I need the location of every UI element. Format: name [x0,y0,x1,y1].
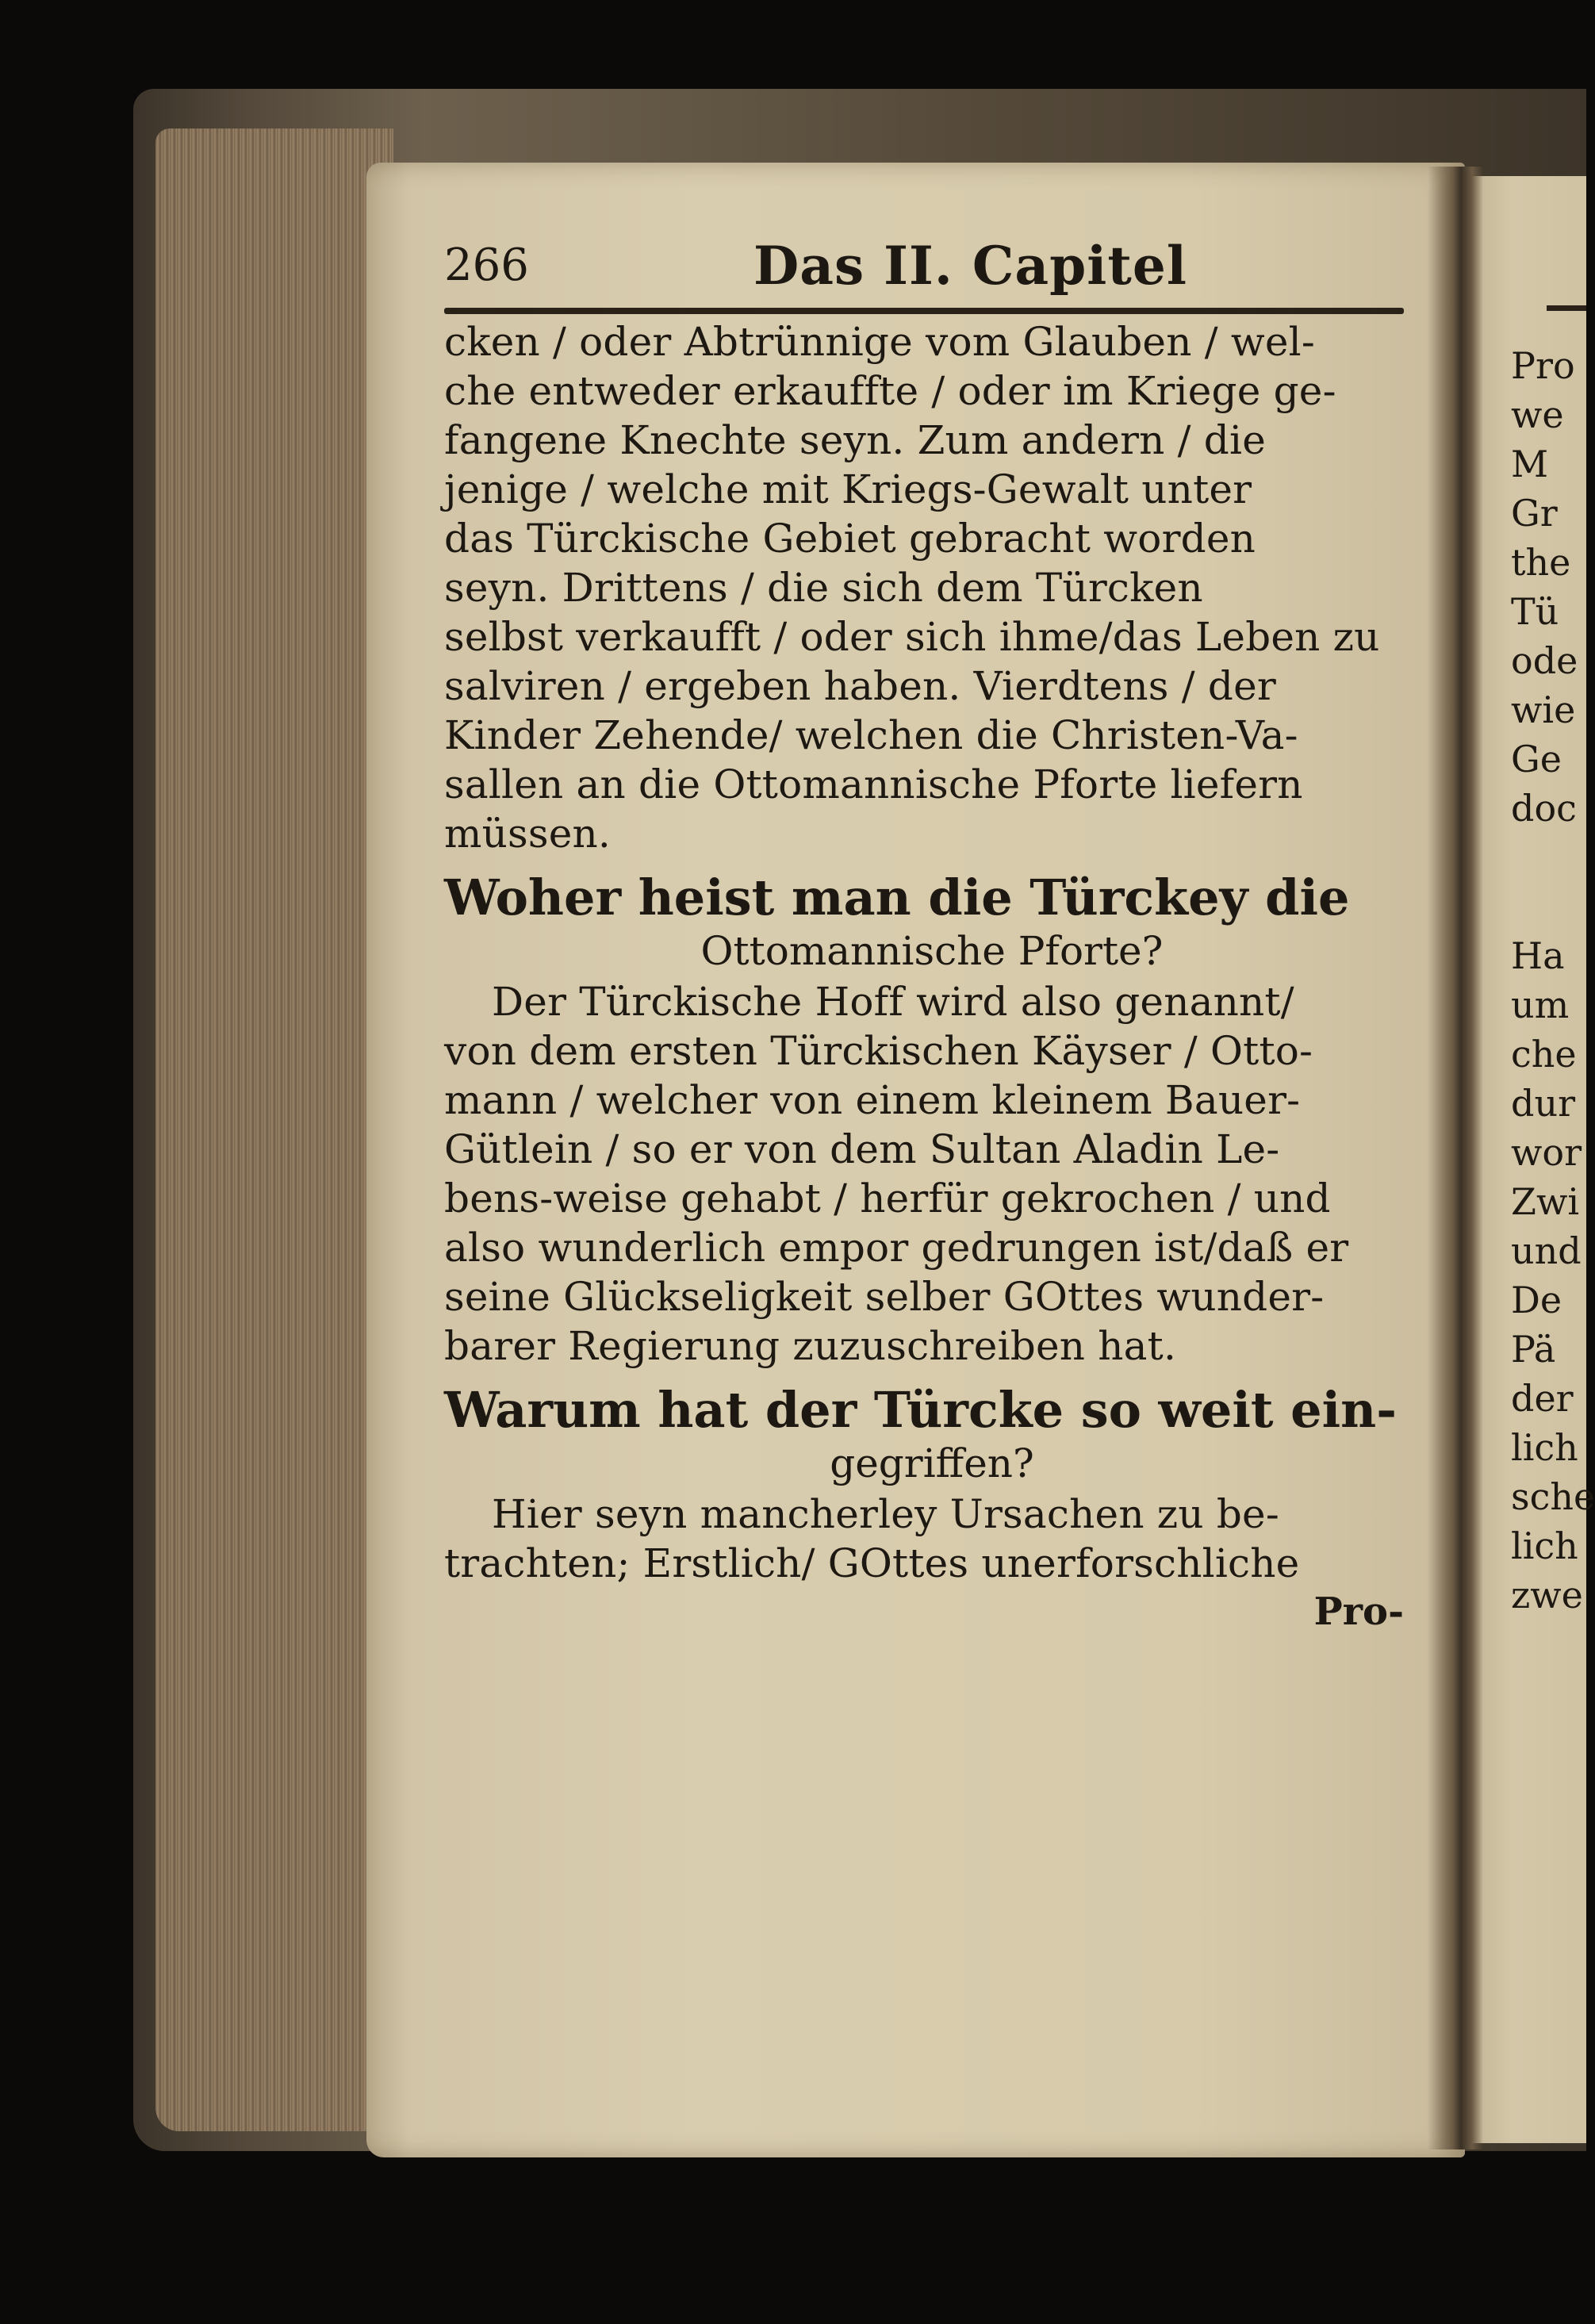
facing-page-rule [1547,305,1586,311]
running-title: Das II. Capitel [753,235,1187,297]
facing-text-fragment [1511,833,1586,882]
facing-text-fragment: De [1511,1279,1562,1321]
text-line: sallen an die Ottomannische Pforte liefern [444,761,1303,807]
facing-text-fragment: Gr [1511,492,1558,535]
facing-text-fragment [1511,882,1586,931]
section-heading-2 [444,1382,1420,1490]
heading-line: Warum hat der Türcke so weit ein- [444,1381,1397,1439]
facing-text-fragment: Ge [1511,738,1562,780]
head-rule [444,308,1404,314]
text-line: Der Türckische Hoff wird also genannt/ [492,979,1294,1025]
facing-text-fragment: Zwi [1511,1180,1580,1223]
catchword: Pro- [1313,1590,1404,1634]
heading-line: gegriffen? [830,1440,1034,1486]
text-line: seine Glückseligkeit selber GOttes wunder- [444,1274,1325,1320]
facing-text-fragment: lich [1511,1524,1578,1567]
heading-line: Ottomannische Pforte? [700,928,1164,974]
text-line: salviren / ergeben haben. Vierdtens / der [444,663,1276,709]
facing-text-fragment: doc [1511,787,1577,830]
text-line: Kinder Zehende/ welchen die Christen-Va- [444,712,1298,758]
text-line: das Türckische Gebiet gebracht worden [444,516,1256,562]
text-line: trachten; Erstlich/ GOttes unerforschliche [444,1540,1300,1586]
text-line: barer Regierung zuzuschreiben hat. [444,1323,1177,1369]
facing-text-fragment: der [1511,1377,1574,1420]
running-head [444,230,1420,317]
book-gutter [1428,167,1483,2150]
paragraph-2 [444,977,1420,1371]
facing-text-fragment: wie [1511,688,1576,731]
facing-text-fragment: the [1511,541,1571,584]
text-line: mann / welcher von einem kleinem Bauer- [444,1077,1301,1123]
page-number: 266 [444,240,529,291]
text-line: Gütlein / so er von dem Sultan Aladin Le- [444,1126,1280,1172]
facing-text-fragment: Pä [1511,1328,1556,1371]
text-line: also wunderlich empor gedrungen ist/daß er [444,1225,1349,1271]
text-line: che entweder erkauffte / oder im Kriege ge- [444,368,1336,414]
facing-text-fragment: und [1511,1229,1582,1272]
text-line: fangene Knechte seyn. Zum andern / die [444,417,1266,463]
page-text-block [444,230,1420,1636]
text-line: müssen. [444,811,612,857]
facing-text-fragment: Ha [1511,934,1565,977]
facing-text-fragment: wor [1511,1131,1582,1174]
text-line: cken / oder Abtrünnige vom Glauben / wel- [444,319,1315,365]
section-heading-1 [444,869,1420,977]
facing-text-fragment: che [1511,1033,1577,1076]
page-edges [155,128,393,2131]
paragraph-1 [444,317,1420,858]
paragraph-3 [444,1490,1420,1588]
facing-text-fragment: M [1511,443,1549,485]
text-line: von dem ersten Türckischen Käyser / Otto- [444,1028,1313,1074]
facing-text-fragment: we [1511,393,1564,436]
facing-text-fragment: Pro [1511,344,1575,387]
text-line: seyn. Drittens / die sich dem Türcken [444,565,1203,611]
facing-text-fragment: zwe [1511,1574,1583,1616]
facing-text-fragment: dur [1511,1082,1576,1125]
text-line: jenige / welche mit Kriegs-Gewalt unter [444,466,1252,512]
text-line: Hier seyn mancherley Ursachen zu be- [492,1491,1279,1537]
facing-page-text [1511,341,1595,1620]
facing-text-fragment: Tü [1511,590,1559,633]
facing-text-fragment: sche [1511,1475,1595,1518]
facing-text-fragment: um [1511,984,1570,1026]
text-line: selbst verkaufft / oder sich ihme/das Leben zu [444,614,1380,660]
facing-text-fragment: lich [1511,1426,1578,1469]
facing-text-fragment: ode [1511,639,1578,682]
text-line: bens-weise gehabt / herfür gekrochen / und [444,1175,1331,1221]
heading-line: Woher heist man die Türckey die [444,869,1350,926]
